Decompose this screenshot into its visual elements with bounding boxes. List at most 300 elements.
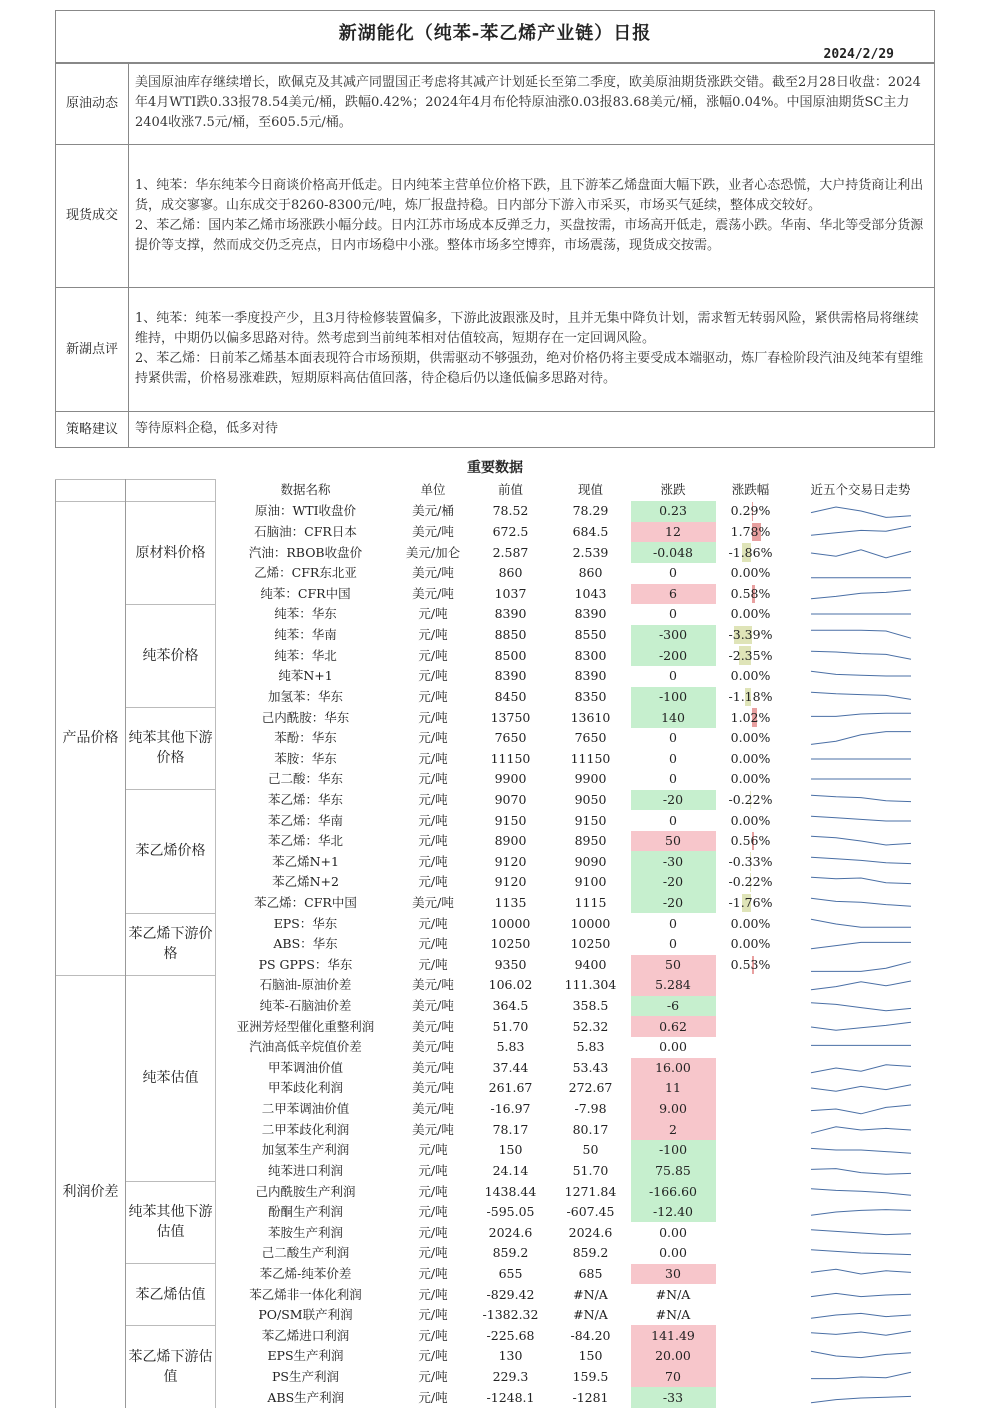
row-change-pct bbox=[716, 1099, 786, 1120]
row-prev-value: -1382.32 bbox=[482, 1307, 539, 1323]
row-change-pct bbox=[716, 1078, 786, 1099]
row-unit: 元/吨 bbox=[418, 1348, 448, 1364]
pct-text: 0.00% bbox=[730, 915, 771, 931]
row-prev-value: -829.42 bbox=[486, 1286, 535, 1302]
row-name: ABS生产利润 bbox=[267, 1389, 345, 1405]
row-current-value: 1043 bbox=[574, 585, 607, 601]
row-unit: 美元/吨 bbox=[412, 1018, 454, 1034]
row-name: 苯乙烯-纯苯价差 bbox=[259, 1265, 352, 1281]
trend-sparkline bbox=[807, 1305, 915, 1325]
row-current-value: 9100 bbox=[574, 874, 607, 890]
trend-sparkline bbox=[807, 1367, 915, 1387]
row-change: 50 bbox=[631, 831, 716, 852]
pct-text: 0.00% bbox=[730, 565, 771, 581]
row-current-value: 684.5 bbox=[572, 524, 609, 540]
trend-sparkline bbox=[807, 1326, 915, 1346]
row-change: 0 bbox=[669, 771, 677, 787]
trend-line bbox=[811, 1188, 911, 1194]
trend-line bbox=[811, 1065, 911, 1073]
row-name: 苯乙烯：华北 bbox=[267, 833, 343, 849]
pct-text: 0.56% bbox=[730, 833, 771, 849]
spot-paragraph-2: 2、苯乙烯：国内苯乙烯市场涨跌小幅分歧。日内江苏市场成本反弹乏力，买盘按需，市场高开低走，震荡小跌。华南、华北等受部分货源提价等支撑，然而成交仍乏亮点，日内市场稳中小涨。整体市场多空博弈，市场震荡，现货成交按需。 bbox=[135, 217, 924, 253]
row-prev-value: 9350 bbox=[494, 956, 527, 972]
data-row bbox=[56, 501, 936, 522]
row-current-value: 8950 bbox=[574, 833, 607, 849]
row-unit: 美元/吨 bbox=[412, 1059, 454, 1075]
row-name: 苯乙烯：华东 bbox=[267, 791, 343, 807]
row-current-value: 859.2 bbox=[572, 1245, 609, 1261]
section-label-strategy: 策略建议 bbox=[56, 412, 129, 448]
row-name: 苯乙烯：华南 bbox=[267, 812, 343, 828]
row-current-value: -607.45 bbox=[566, 1204, 615, 1220]
row-name: 苯胺：华东 bbox=[274, 750, 337, 766]
row-change: 2 bbox=[631, 1119, 716, 1140]
row-current-value: 9900 bbox=[574, 771, 607, 787]
row-current-value: 111.304 bbox=[564, 977, 617, 993]
row-change-pct bbox=[716, 1202, 786, 1223]
row-change-pct bbox=[716, 1016, 786, 1037]
row-current-value: 10250 bbox=[570, 936, 611, 952]
row-change: 0.62 bbox=[631, 1016, 716, 1037]
row-current-value: 50 bbox=[582, 1142, 599, 1158]
row-change-pct bbox=[716, 975, 786, 996]
row-prev-value: 859.2 bbox=[492, 1245, 529, 1261]
row-change: -30 bbox=[631, 851, 716, 872]
trend-sparkline bbox=[807, 1202, 915, 1222]
row-prev-value: 9120 bbox=[494, 853, 527, 869]
row-current-value: #N/A bbox=[573, 1307, 608, 1323]
row-name: PO/SM联产利润 bbox=[258, 1307, 353, 1323]
pct-text: -2.35% bbox=[728, 647, 773, 663]
row-name: 乙烯：CFR东北亚 bbox=[254, 565, 357, 581]
row-unit: 美元/吨 bbox=[412, 1101, 454, 1117]
row-change: -100 bbox=[631, 687, 716, 708]
row-change: -20 bbox=[631, 893, 716, 914]
report-header bbox=[55, 10, 935, 64]
row-change-pct bbox=[716, 1222, 786, 1243]
row-trend bbox=[786, 955, 936, 976]
trend-sparkline bbox=[807, 1099, 915, 1119]
trend-sparkline bbox=[807, 914, 915, 934]
row-current-value: 8390 bbox=[574, 668, 607, 684]
row-name: PS GPPS：华东 bbox=[258, 956, 353, 972]
row-name: 纯苯进口利润 bbox=[267, 1162, 343, 1178]
subgroup-label-smval: 苯乙烯估值 bbox=[126, 1264, 216, 1326]
row-name: 己内酰胺生产利润 bbox=[255, 1183, 356, 1199]
trend-sparkline bbox=[807, 831, 915, 851]
row-name: 二甲苯歧化利润 bbox=[261, 1121, 350, 1137]
row-change: 5.284 bbox=[631, 975, 716, 996]
row-name: 石脑油-原油价差 bbox=[259, 977, 352, 993]
row-change: 70 bbox=[631, 1367, 716, 1388]
group-label-profit: 利润价差 bbox=[56, 975, 126, 1408]
trend-line bbox=[811, 962, 911, 972]
trend-line bbox=[811, 1022, 911, 1030]
row-change-pct bbox=[716, 645, 786, 666]
row-unit: 美元/加仑 bbox=[405, 544, 461, 560]
row-name: 己内酰胺：华东 bbox=[261, 709, 350, 725]
row-trend bbox=[786, 1325, 936, 1346]
section-label-review: 新湖点评 bbox=[56, 288, 129, 412]
row-trend bbox=[786, 1346, 936, 1367]
row-name: 石脑油：CFR日本 bbox=[254, 524, 357, 540]
row-prev-value: 9120 bbox=[494, 874, 527, 890]
trend-sparkline bbox=[807, 522, 915, 542]
trend-sparkline bbox=[807, 955, 915, 975]
section-body-crude bbox=[129, 63, 935, 145]
row-trend bbox=[786, 893, 936, 914]
row-current-value: 8390 bbox=[574, 606, 607, 622]
row-unit: 元/吨 bbox=[418, 1265, 448, 1281]
row-current-value: 78.29 bbox=[572, 503, 609, 519]
row-trend bbox=[786, 1058, 936, 1079]
row-unit: 元/吨 bbox=[418, 1245, 448, 1261]
row-name: 亚洲芳烃型催化重整利润 bbox=[236, 1018, 375, 1034]
trend-line bbox=[811, 713, 911, 716]
row-name: PS生产利润 bbox=[272, 1369, 339, 1384]
row-current-value: 13610 bbox=[570, 709, 611, 725]
row-current-value: 51.70 bbox=[572, 1162, 609, 1178]
pct-text: 0.00% bbox=[730, 771, 771, 787]
row-current-value: 5.83 bbox=[576, 1039, 605, 1055]
row-change-pct bbox=[716, 810, 786, 831]
trend-sparkline bbox=[807, 501, 915, 521]
data-row bbox=[56, 604, 936, 625]
pct-text: 1.78% bbox=[730, 524, 771, 540]
row-name: 甲苯调油价值 bbox=[267, 1059, 343, 1075]
row-change-pct bbox=[716, 996, 786, 1017]
row-trend bbox=[786, 934, 936, 955]
row-prev-value: 9150 bbox=[494, 812, 527, 828]
row-change-pct bbox=[716, 1140, 786, 1161]
trend-line bbox=[811, 1126, 911, 1132]
row-prev-value: -16.97 bbox=[490, 1101, 531, 1117]
row-prev-value: 8390 bbox=[494, 668, 527, 684]
pct-text: 0.00% bbox=[730, 730, 771, 746]
row-change: 0.23 bbox=[631, 501, 716, 522]
row-unit: 元/吨 bbox=[418, 1224, 448, 1240]
row-prev-value: 24.14 bbox=[492, 1162, 529, 1178]
row-name: 原油：WTI收盘价 bbox=[254, 503, 357, 519]
row-change-pct bbox=[716, 728, 786, 749]
row-name: 纯苯N+1 bbox=[278, 668, 333, 684]
row-name: 苯酚：华东 bbox=[274, 730, 337, 746]
row-unit: 元/吨 bbox=[418, 688, 448, 704]
row-change-pct bbox=[716, 625, 786, 646]
row-change: 20.00 bbox=[631, 1346, 716, 1367]
pct-text: 0.53% bbox=[730, 956, 771, 972]
row-trend bbox=[786, 687, 936, 708]
trend-sparkline bbox=[807, 1388, 915, 1408]
commentary-table bbox=[55, 62, 935, 448]
row-change-pct bbox=[716, 666, 786, 687]
row-change: 140 bbox=[631, 707, 716, 728]
row-change-pct bbox=[716, 563, 786, 584]
pct-text: -1.18% bbox=[728, 688, 773, 704]
group-label-product: 产品价格 bbox=[56, 501, 126, 975]
row-name: 加氢苯：华东 bbox=[267, 688, 343, 704]
review-paragraph-1: 1、纯苯：纯苯一季度投产少，且3月待检修装置偏多，下游此波跟涨及时，且并无集中降负计划，需求暂无转弱风险，紧供需格局将继续维持，中期仍以偏多思路对待。然考虑到当前纯苯相对估值较高，短期存在一定回调风险。 bbox=[135, 311, 919, 346]
trend-sparkline bbox=[807, 604, 915, 624]
row-trend bbox=[786, 728, 936, 749]
row-trend bbox=[786, 913, 936, 934]
row-trend bbox=[786, 1140, 936, 1161]
trend-sparkline bbox=[807, 1182, 915, 1202]
row-change-pct bbox=[716, 584, 786, 605]
row-current-value: 9150 bbox=[574, 812, 607, 828]
trend-sparkline bbox=[807, 1161, 915, 1181]
row-change-pct bbox=[716, 1387, 786, 1408]
row-change-pct bbox=[716, 1325, 786, 1346]
row-current-value: -1281 bbox=[572, 1389, 609, 1405]
trend-line bbox=[811, 1210, 911, 1216]
row-name: 纯苯：华南 bbox=[274, 627, 337, 643]
row-name: 苯乙烯进口利润 bbox=[261, 1327, 350, 1343]
row-trend bbox=[786, 1222, 936, 1243]
row-trend bbox=[786, 831, 936, 852]
crude-paragraph: 美国原油库存继续增长，欧佩克及其减产同盟国正考虑将其减产计划延长至第二季度，欧美原油期货涨跌交错。截至2月28日收盘：2024年4月WTI跌0.33报78.54美元/桶，跌幅0.42%；2024年4月布伦特原油涨0.03报83.68美元/桶，涨幅0.04%。中国原油期货SC主力2404收涨7.5元/桶，至605.5元/桶。 bbox=[135, 75, 921, 130]
section-label-crude: 原油动态 bbox=[56, 63, 129, 145]
pct-text: 0.58% bbox=[730, 585, 771, 601]
row-current-value: 10000 bbox=[570, 915, 611, 931]
spot-paragraph-1: 1、纯苯：华东纯苯今日商谈价格高开低走。日内纯苯主营单位价格下跌，且下游苯乙烯盘面大幅下跌，业者心态恐慌，大户持货商让利出货，成交寥寥。山东成交于8260-8300元/吨，炼厂报盘持稳。日内部分下游入市采买，市场买气延续，整体成交较好。 bbox=[135, 177, 924, 213]
row-unit: 美元/吨 bbox=[412, 524, 454, 540]
trend-line bbox=[811, 507, 911, 517]
row-unit: 元/吨 bbox=[418, 1162, 448, 1178]
row-change-pct bbox=[716, 748, 786, 769]
row-change: 0 bbox=[669, 750, 677, 766]
row-prev-value: 8390 bbox=[494, 606, 527, 622]
trend-line bbox=[811, 732, 911, 745]
row-prev-value: 78.17 bbox=[492, 1121, 529, 1137]
trend-sparkline bbox=[807, 893, 915, 913]
subgroup-label-sm: 苯乙烯价格 bbox=[126, 790, 216, 914]
report-page bbox=[55, 10, 935, 1403]
row-unit: 元/吨 bbox=[418, 791, 448, 807]
trend-line bbox=[811, 836, 911, 845]
row-unit: 美元/吨 bbox=[412, 1080, 454, 1096]
row-name: 汽油：RBOB收盘价 bbox=[248, 544, 363, 560]
row-unit: 美元/吨 bbox=[412, 998, 454, 1014]
row-trend bbox=[786, 584, 936, 605]
row-name: 己二酸：华东 bbox=[267, 771, 343, 787]
trend-line bbox=[811, 630, 911, 638]
row-change: -20 bbox=[631, 872, 716, 893]
row-prev-value: 5.83 bbox=[496, 1039, 525, 1055]
row-name: EPS：华东 bbox=[273, 915, 338, 931]
row-prev-value: 8500 bbox=[494, 647, 527, 663]
row-prev-value: 2.587 bbox=[492, 544, 529, 560]
row-trend bbox=[786, 1099, 936, 1120]
row-current-value: 9090 bbox=[574, 853, 607, 869]
pct-text: -0.22% bbox=[728, 791, 773, 807]
trend-line bbox=[811, 1149, 911, 1154]
row-prev-value: 106.02 bbox=[488, 977, 533, 993]
row-unit: 元/吨 bbox=[418, 627, 448, 643]
report-title: 新湖能化（纯苯-苯乙烯产业链）日报 bbox=[338, 23, 652, 44]
row-change: 0 bbox=[669, 936, 677, 952]
row-trend bbox=[786, 501, 936, 522]
trend-sparkline bbox=[807, 1140, 915, 1160]
row-name: 纯苯：华东 bbox=[274, 606, 337, 622]
row-change-pct bbox=[716, 604, 786, 625]
subgroup-label-raw: 原材料价格 bbox=[126, 501, 216, 604]
trend-line bbox=[811, 590, 911, 599]
trend-line bbox=[811, 816, 911, 821]
trend-line bbox=[811, 1085, 911, 1091]
trend-line bbox=[811, 981, 911, 990]
trend-line bbox=[811, 898, 911, 906]
trend-line bbox=[811, 1169, 911, 1175]
row-trend bbox=[786, 1367, 936, 1388]
row-change-pct bbox=[716, 1037, 786, 1058]
trend-sparkline bbox=[807, 811, 915, 831]
row-prev-value: 11150 bbox=[490, 750, 531, 766]
row-change: 75.85 bbox=[631, 1161, 716, 1182]
row-trend bbox=[786, 707, 936, 728]
row-unit: 元/吨 bbox=[418, 1327, 448, 1343]
row-change-pct bbox=[716, 1161, 786, 1182]
row-current-value: -7.98 bbox=[574, 1101, 607, 1117]
pct-text: 0.29% bbox=[730, 503, 771, 519]
row-unit: 元/吨 bbox=[418, 1142, 448, 1158]
trend-sparkline bbox=[807, 872, 915, 892]
trend-line bbox=[811, 919, 911, 927]
row-unit: 元/吨 bbox=[418, 647, 448, 663]
trend-line bbox=[811, 943, 911, 949]
row-current-value: 8300 bbox=[574, 647, 607, 663]
row-current-value: -84.20 bbox=[570, 1327, 611, 1343]
row-unit: 元/吨 bbox=[418, 709, 448, 725]
row-change-pct bbox=[716, 1058, 786, 1079]
data-row bbox=[56, 1325, 936, 1346]
pct-text: -1.76% bbox=[728, 894, 773, 910]
row-unit: 美元/桶 bbox=[412, 503, 454, 519]
trend-sparkline bbox=[807, 625, 915, 645]
row-change-pct bbox=[716, 1264, 786, 1285]
column-header-unit: 单位 bbox=[420, 482, 446, 498]
pct-text: 1.02% bbox=[730, 709, 771, 725]
row-change-pct bbox=[716, 1305, 786, 1326]
row-name: 纯苯：华北 bbox=[274, 647, 337, 663]
row-change: -166.60 bbox=[631, 1181, 716, 1202]
row-current-value: 9050 bbox=[574, 791, 607, 807]
row-change: 0 bbox=[669, 915, 677, 931]
row-current-value: 52.32 bbox=[572, 1018, 609, 1034]
row-trend bbox=[786, 1037, 936, 1058]
row-trend bbox=[786, 1284, 936, 1305]
trend-line bbox=[811, 857, 911, 863]
row-trend bbox=[786, 1078, 936, 1099]
row-prev-value: 150 bbox=[498, 1142, 523, 1158]
row-trend bbox=[786, 1243, 936, 1264]
row-prev-value: -1248.1 bbox=[486, 1389, 535, 1405]
data-row bbox=[56, 790, 936, 811]
row-trend bbox=[786, 666, 936, 687]
row-trend bbox=[786, 1161, 936, 1182]
row-prev-value: 229.3 bbox=[492, 1369, 529, 1384]
row-prev-value: 13750 bbox=[490, 709, 531, 725]
row-unit: 美元/吨 bbox=[412, 1039, 454, 1055]
trend-line bbox=[811, 1314, 911, 1319]
row-current-value: 2024.6 bbox=[568, 1224, 613, 1240]
row-change-pct bbox=[716, 542, 786, 563]
row-current-value: 11150 bbox=[570, 750, 611, 766]
trend-line bbox=[811, 1293, 911, 1296]
row-name: 苯乙烯：CFR中国 bbox=[254, 894, 357, 910]
trend-sparkline bbox=[807, 749, 915, 769]
column-header-chg: 涨跌 bbox=[660, 482, 686, 498]
row-change-pct bbox=[716, 522, 786, 543]
row-change: 0.00 bbox=[659, 1039, 687, 1055]
subgroup-label-smdownval: 苯乙烯下游估值 bbox=[126, 1325, 216, 1407]
row-trend bbox=[786, 851, 936, 872]
row-unit: 元/吨 bbox=[418, 874, 448, 890]
column-header-cur: 现值 bbox=[577, 482, 603, 498]
trend-sparkline bbox=[807, 1285, 915, 1305]
row-unit: 元/吨 bbox=[418, 730, 448, 746]
pct-text: -0.33% bbox=[728, 853, 773, 869]
row-trend bbox=[786, 1181, 936, 1202]
row-prev-value: 10000 bbox=[490, 915, 531, 931]
trend-sparkline bbox=[807, 563, 915, 583]
section-body-strategy bbox=[129, 412, 935, 448]
review-paragraph-2: 2、苯乙烯：日前苯乙烯基本面表现符合市场预期，供需驱动不够强劲，绝对价格仍将主要受成本端驱动，炼厂春检阶段汽油及纯苯有望维持紧供需，价格易涨难跌，短期原料高估值回落，待企稳后仍以逢低偏多思路对待。 bbox=[135, 351, 924, 386]
subgroup-label-bzdownval: 纯苯其他下游估值 bbox=[126, 1181, 216, 1263]
row-name: 加氢苯生产利润 bbox=[261, 1142, 350, 1158]
row-prev-value: 10250 bbox=[490, 936, 531, 952]
row-unit: 元/吨 bbox=[418, 1183, 448, 1199]
trend-line bbox=[811, 1003, 911, 1011]
data-row bbox=[56, 1181, 936, 1202]
row-change-pct bbox=[716, 913, 786, 934]
row-name: 汽油高低辛烷值价差 bbox=[249, 1039, 362, 1055]
row-unit: 美元/吨 bbox=[412, 585, 454, 601]
row-unit: 元/吨 bbox=[418, 606, 448, 622]
trend-line bbox=[811, 1352, 911, 1358]
row-change-pct bbox=[716, 790, 786, 811]
row-change: #N/A bbox=[655, 1286, 691, 1302]
header-blank bbox=[126, 480, 216, 502]
row-trend bbox=[786, 1119, 936, 1140]
row-current-value: 8350 bbox=[574, 688, 607, 704]
row-name: EPS生产利润 bbox=[267, 1348, 344, 1364]
trend-sparkline bbox=[807, 1017, 915, 1037]
row-unit: 元/吨 bbox=[418, 812, 448, 828]
data-row bbox=[56, 975, 936, 996]
row-trend bbox=[786, 872, 936, 893]
row-name: 纯苯：CFR中国 bbox=[260, 585, 351, 601]
row-change: 6 bbox=[631, 584, 716, 605]
row-trend bbox=[786, 996, 936, 1017]
row-unit: 元/吨 bbox=[418, 771, 448, 787]
trend-sparkline bbox=[807, 1058, 915, 1078]
row-unit: 元/吨 bbox=[418, 915, 448, 931]
row-prev-value: 1438.44 bbox=[484, 1183, 537, 1199]
trend-sparkline bbox=[807, 975, 915, 995]
row-change: -300 bbox=[631, 625, 716, 646]
row-change: -6 bbox=[631, 996, 716, 1017]
subgroup-label-bzval: 纯苯估值 bbox=[126, 975, 216, 1181]
row-change: 0.00 bbox=[659, 1224, 687, 1240]
row-unit: 美元/吨 bbox=[412, 1121, 454, 1137]
row-change-pct bbox=[716, 769, 786, 790]
trend-line bbox=[811, 1269, 911, 1274]
trend-line bbox=[811, 1250, 911, 1255]
row-trend bbox=[786, 790, 936, 811]
pct-text: 0.00% bbox=[730, 936, 771, 952]
row-unit: 元/吨 bbox=[418, 1286, 448, 1302]
